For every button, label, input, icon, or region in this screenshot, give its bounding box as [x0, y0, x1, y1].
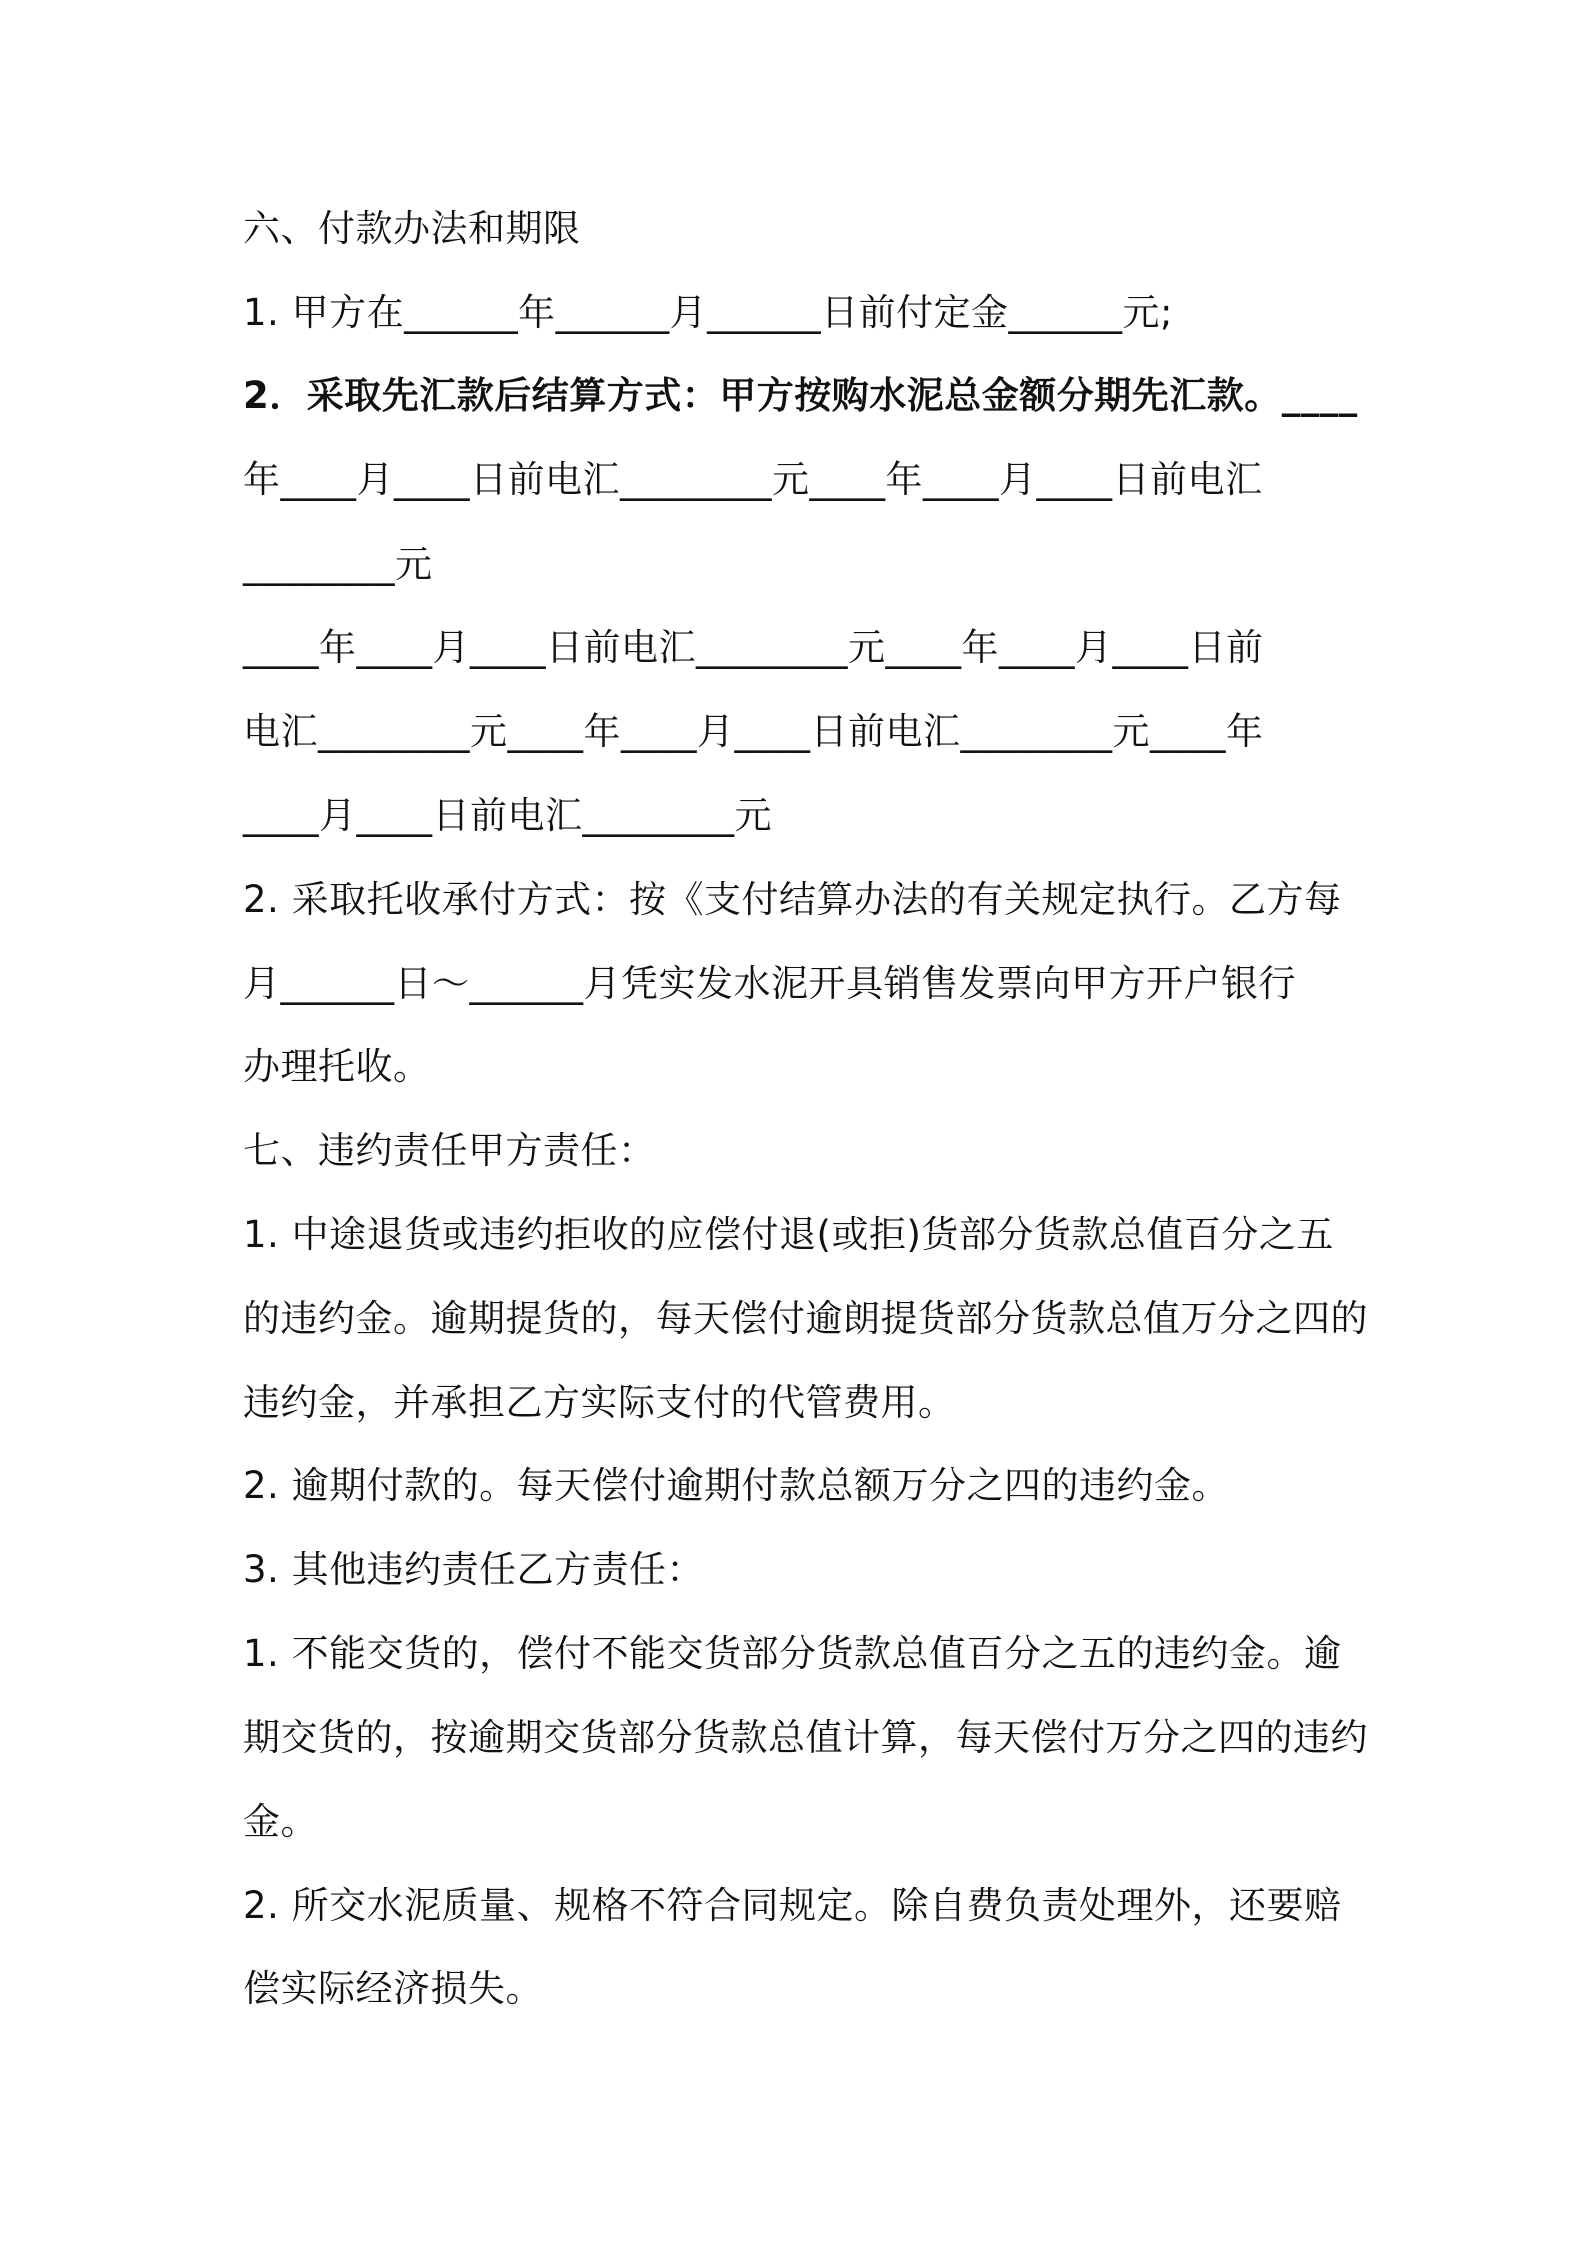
- clause-return-goods: 1. 中途退货或违约拒收的应偿付退(或拒)货部分货款总值百分之五: [243, 1213, 1334, 1256]
- clause-line: 的违约金。逾期提货的，每天偿付逾朗提货部分货款总值万分之四的: [243, 1297, 1368, 1340]
- clause-line: 月______日～______月凭实发水泥开具销售发票向甲方开户银行: [243, 962, 1296, 1005]
- clause-non-delivery: 1. 不能交货的，偿付不能交货部分货款总值百分之五的违约金。逾: [243, 1632, 1342, 1675]
- section-heading-payment: 六、付款办法和期限: [243, 207, 581, 250]
- clause-line: 电汇________元____年____月____日前电汇________元____年: [243, 710, 1264, 753]
- clause-line: ____年____月____日前电汇________元____年____月____日前: [243, 626, 1264, 669]
- clause-line: 办理托收。: [243, 1045, 431, 1088]
- clause-line: 期交货的，按逾期交货部分货款总值计算，每天偿付万分之四的违约: [243, 1716, 1368, 1759]
- clause-line: 偿实际经济损失。: [243, 1967, 543, 2010]
- section-heading-liability: 七、违约责任甲方责任：: [243, 1129, 656, 1172]
- clause-remit-first: 2．采取先汇款后结算方式：甲方按购水泥总金额分期先汇款。____: [243, 374, 1358, 417]
- clause-deposit: 1. 甲方在______年______月______日前付定金______元;: [243, 291, 1174, 334]
- clause-collection: 2. 采取托收承付方式：按《支付结算办法的有关规定执行。乙方每: [243, 878, 1342, 921]
- clause-other-liability: 3. 其他违约责任乙方责任：: [243, 1548, 705, 1591]
- clause-line: ____月____日前电汇________元: [243, 794, 772, 837]
- clause-line: 金。: [243, 1800, 318, 1843]
- clause-late-payment: 2. 逾期付款的。每天偿付逾期付款总额万分之四的违约金。: [243, 1464, 1230, 1507]
- clause-line: 违约金，并承担乙方实际支付的代管费用。: [243, 1381, 956, 1424]
- clause-line: 年____月____日前电汇________元____年____月____日前电汇: [243, 458, 1263, 501]
- clause-quality: 2. 所交水泥质量、规格不符合同规定。除自费负责处理外，还要赔: [243, 1884, 1342, 1927]
- clause-line: ________元: [243, 543, 433, 586]
